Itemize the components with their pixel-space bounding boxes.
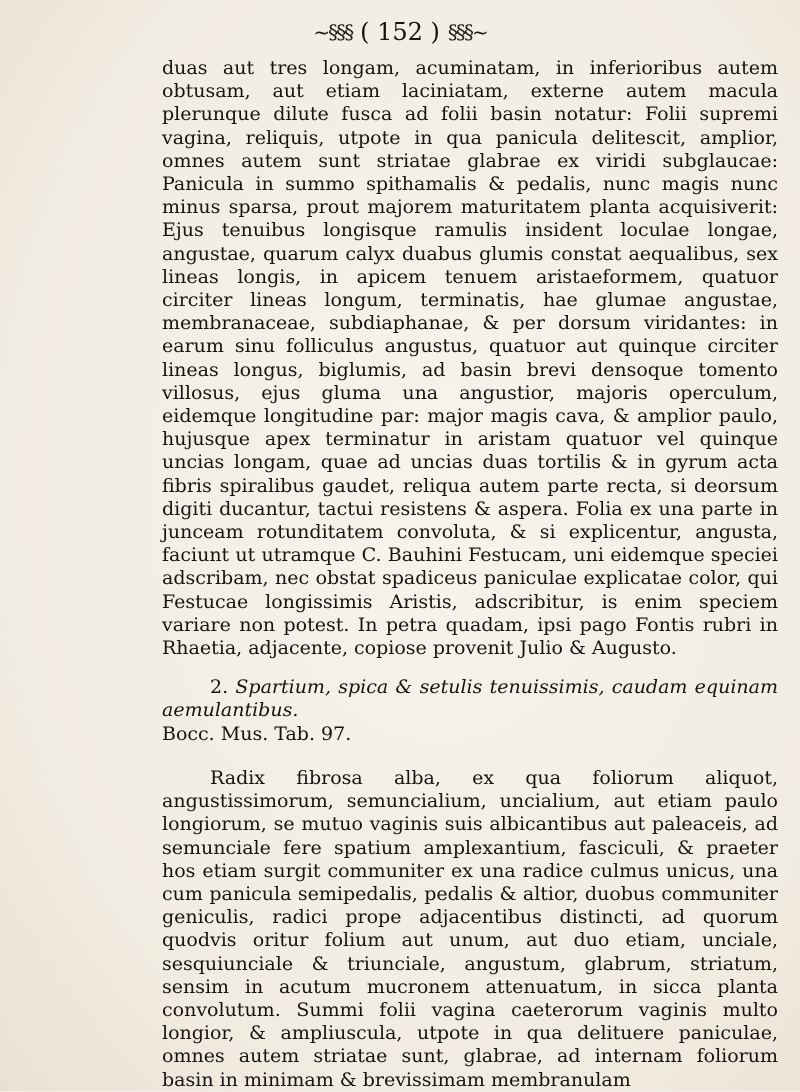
page-header — [0, 10, 800, 54]
ornament-left: ~§§§ — [313, 20, 353, 44]
entry-title: Spartium, spica & setulis tenuissimis, caudam equinam aemulantibus. — [162, 676, 778, 722]
entry-reference: Bocc. Mus. Tab. 97. — [162, 722, 352, 745]
species-entry-heading — [162, 676, 778, 722]
page-number: ( 152 ) — [360, 18, 440, 46]
ornament-right: §§§~ — [447, 20, 487, 44]
body-text — [162, 57, 778, 1092]
entry-number: 2. — [210, 676, 229, 699]
paragraph-continuation: duas aut tres longam, acuminatam, in inferioribus autem obtusam, aut etiam laciniatam, externe autem macula plerunque dilute fusca ad folii basin notatur: Folii supremi vagina, reliquis, utpote in qua panicula delitescit, amplior, omnes autem sunt striatae glabrae ex viridi subglaucae: Panicula in summo spithamalis & pedalis, nunc magis nunc minus sparsa, prout majorem maturitatem planta acquisiverit: Ejus tenuibus longisque ramulis insident loculae longae, angustae, quarum calyx duabus glumis constat aequalibus, sex lineas longis, in apicem tenuem aristaeformem, quatuor circiter lineas longum, terminatis, hae glumae angustae, membranaceae, subdiaphanae, & per dorsum viridantes: in earum sinu folliculus angustus, quatuor aut quinque circiter lineas longus, biglumis, ad basin brevi densoque tomento villosus, ejus gluma una angustior, majoris operculum, eidemque longitudine par: major magis cava, & amplior paulo, hujusque apex terminatur in aristam quatuor vel quinque uncias longam, quae ad uncias duas tortilis & in gyrum acta fibris spiralibus gaudet, reliqua autem parte recta, si deorsum digiti ducantur, tactui resistens & aspera. Folia ex una parte in junceam rotunditatem convoluta, & si explicentur, angusta, faciunt ut utramque C. Bauhini Festucam, uni eidemque speciei adscribam, nec obstat spadiceus paniculae explicatae color, qui Festucae longissimis Aristis, adscribitur, is enim speciem variare non potest. In petra quadam, ipsi pago Fontis rubri in Rhaetia, adjacente, copiose provenit Julio & Augusto. — [162, 57, 778, 660]
entry-description: Radix fibrosa alba, ex qua foliorum aliquot, angustissimorum, semuncialium, uncialium, aut etiam paulo longiorum, se mutuo vaginis suis albicantibus aut paleaceis, ad semunciale fere spatium amplexantium, fasciculi, & praeter hos etiam surgit communiter ex una radice culmus unicus, una cum panicula semipedalis, pedalis & altior, duobus communiter geniculis, radici prope adjacentibus distincti, ad quorum quodvis oritur folium aut unum, aut duo etiam, unciale, sesquiunciale & triunciale, angustum, glabrum, striatum, sensim in acutum mucronem attenuatum, in sicca planta convolutum. Summi folii vagina caeterorum vaginis multo longior, & ampliuscula, utpote in qua delituere paniculae, omnes autem striatae sunt, glabrae, ad internam foliorum basin in minimam & brevissimam membranulam — [162, 766, 778, 1091]
